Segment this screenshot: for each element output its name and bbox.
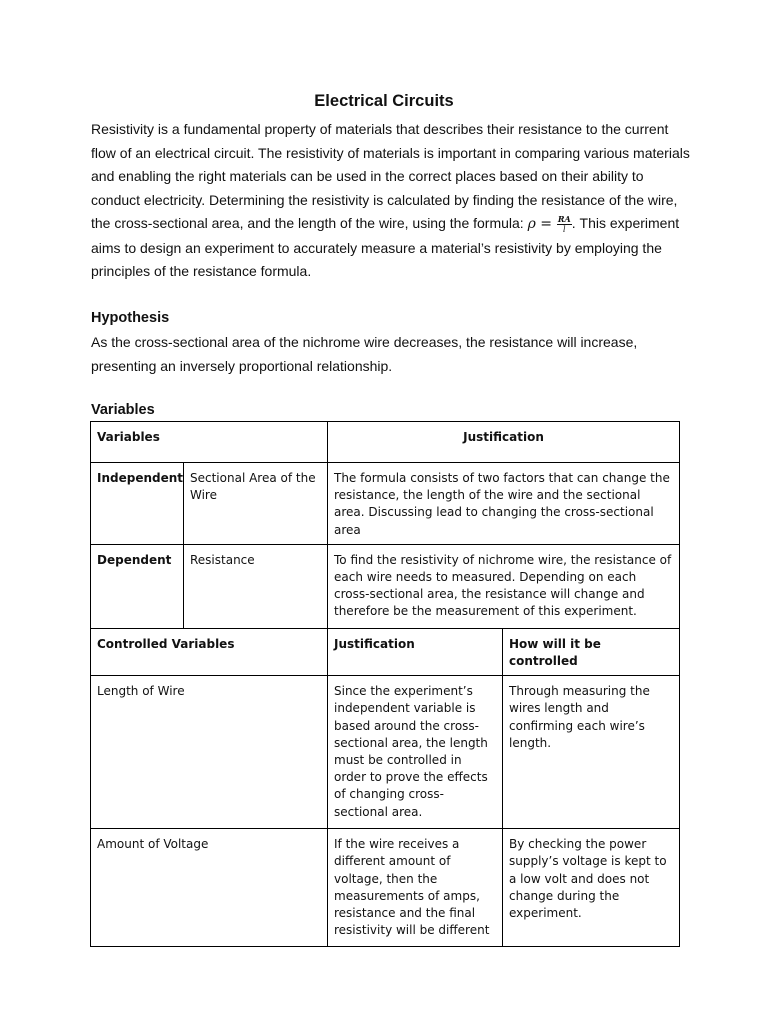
intro-text-after: . This experiment aims to design an experiment to accurately measure a material’s resistivity by employing the principles of the resistance formula. (91, 215, 680, 279)
hypothesis-text: As the cross-sectional area of the nichrome wire decreases, the resistance will increase, presenting an inversely proportional relationship. (91, 334, 638, 374)
table-row (91, 422, 680, 463)
controlled-justification-cell: Since the experiment’s independent variable is based around the cross-sectional area, the length must be controlled in order to prove the effects of changing cross-sectional area. (328, 676, 503, 829)
controlled-justification-header: Justification (328, 628, 503, 675)
independent-value: Sectional Area of the Wire (184, 463, 328, 545)
controlled-how-header: How will it be controlled (503, 628, 680, 675)
formula-fraction (557, 215, 572, 234)
page-title: Electrical Circuits (314, 92, 454, 110)
formula-denominator: l (563, 224, 566, 234)
intro-text-before: Resistivity is a fundamental property of materials that describes their resistance to the current flow of an electrical circuit. The resistivity of materials is important in comparing various materials and enabling the right materials can be used in the correct places based on their ability to conduct electricity. Determining the resistivity is calculated by finding the resistance of the wire, the cross-sectional area, and the length of the wire, using the formula: (91, 121, 690, 231)
dependent-justification: To find the resistivity of nichrome wire, the resistance of each wire needs to measured. Depending on each cross-sectional area, the resistance will change and therefore be the measurement of this experiment. (328, 544, 680, 628)
controlled-name-cell: Amount of Voltage (91, 829, 328, 947)
formula-lhs: ρ = (527, 216, 552, 232)
dependent-value: Resistance (184, 544, 328, 628)
controlled-name-cell: Length of Wire (91, 676, 328, 829)
header-justification-cell: Justification (328, 422, 680, 463)
variables-heading: Variables (91, 402, 155, 418)
table-row (91, 544, 680, 628)
intro-paragraph (91, 118, 691, 284)
controlled-how-cell: By checking the power supply’s voltage is kept to a low volt and does not change during the experiment. (503, 829, 680, 947)
table-row (91, 676, 680, 829)
dependent-label: Dependent (91, 544, 184, 628)
controlled-header-cell: Controlled Variables (91, 628, 328, 675)
hypothesis-heading: Hypothesis (91, 310, 170, 326)
variables-table (90, 421, 680, 947)
table-row (91, 628, 680, 675)
header-variables-cell: Variables (91, 422, 328, 463)
table-row (91, 829, 680, 947)
formula-numerator: RA (557, 213, 571, 224)
table-row (91, 463, 680, 545)
independent-justification: The formula consists of two factors that can change the resistance, the length of the wire and the sectional area. Discussing lead to changing the cross-sectional area (328, 463, 680, 545)
independent-label: Independent (91, 463, 184, 545)
controlled-justification-cell: If the wire receives a different amount of voltage, then the measurements of amps, resistance and the final resistivity will be different (328, 829, 503, 947)
controlled-how-cell: Through measuring the wires length and confirming each wire’s length. (503, 676, 680, 829)
